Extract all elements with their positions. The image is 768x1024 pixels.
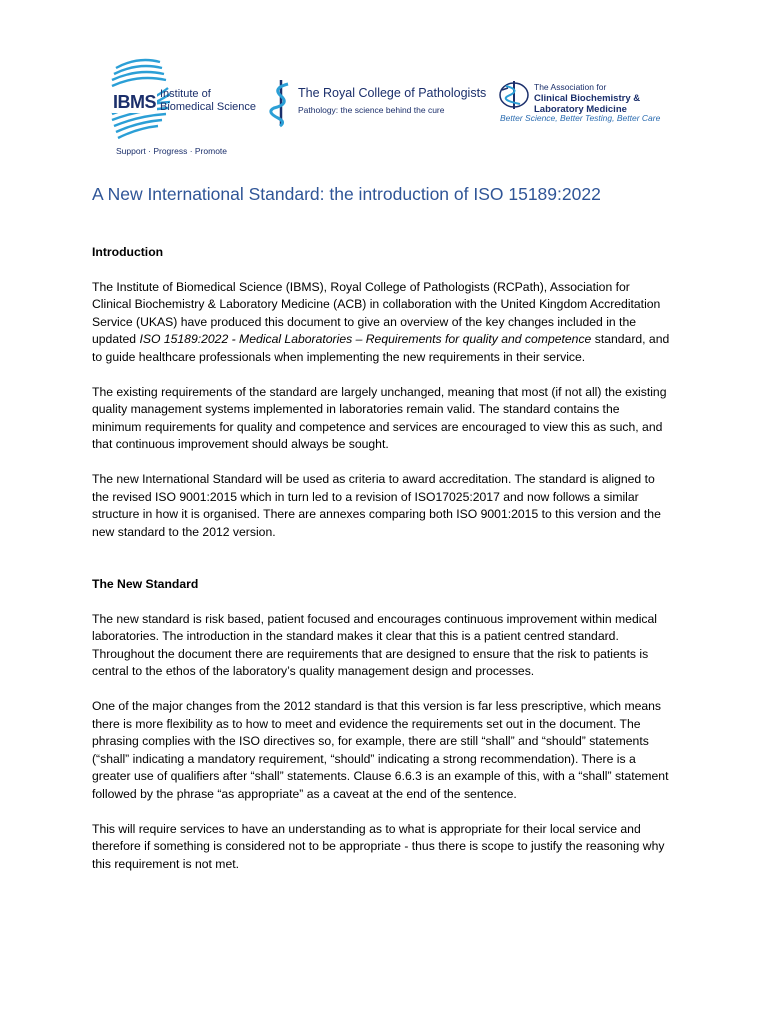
rcpath-serpent-icon <box>268 78 294 128</box>
rcpath-logo <box>268 78 508 128</box>
standard-title-italic: ISO 15189:2022 - Medical Laboratories – Requirements for quality and competence <box>139 332 592 346</box>
intro-p1-text-a: The Institute of Biomedical Science (IBMS), Royal College of Pathologists (RCPath), Association for Clinical Biochemistry & Laboratory Medicine (ACB) in collaboration with the United Kingdom Accreditation Service (UKAS) have produced this document to give an overview of the key changes included in the updated <box>92 279 661 346</box>
ibms-tagline: Support · Progress · Promote <box>116 146 228 156</box>
acb-name-line3: Laboratory Medicine <box>534 104 627 115</box>
acb-name <box>534 82 699 115</box>
intro-paragraph-2: The existing requirements of the standard are largely unchanged, meaning that most (if not all) the existing quality management systems implemented in laboratories remain valid. The standard contains the minimum requirements for quality and competence and services are encouraged to view this as such, and that continuous improvement should always be sought. <box>92 384 667 451</box>
acb-caduceus-icon <box>496 78 532 112</box>
ibms-name <box>160 88 260 114</box>
ibms-name-line1: Institute of <box>160 88 211 100</box>
ibms-mark: IBMS <box>113 92 156 112</box>
intro-paragraph-3: The new International Standard will be used as criteria to award accreditation. The standard is aligned to the revised ISO 9001:2015 which in turn led to a revision of ISO17025:2017 and now follows a similar structure in how it is organised. There are annexes comparing both ISO 9001:2015 to this version and the new standard to the 2012 version. <box>92 472 661 539</box>
acb-tagline: Better Science, Better Testing, Better Care <box>500 113 661 123</box>
intro-paragraph-1 <box>92 279 672 367</box>
new-standard-paragraph-2: One of the major changes from the 2012 standard is that this version is far less prescriptive, which means there is more flexibility as to how to meet and evidence the requirements set out in the document. The phrasing complies with the ISO directives so, for example, there are still “shall” and “should” statements (“shall” indicating a mandatory requirement, “should” indicating a strong recommendation). There is a greater use of qualifiers after “shall” statements. Clause 6.6.3 is an example of this, with a “shall” statement followed by the phrase “as appropriate” as a caveat at the end of the sentence. <box>92 699 669 801</box>
new-standard-paragraph-1: The new standard is risk based, patient focused and encourages continuous improvement within medical laboratories. The introduction in the standard makes it clear that this is a patient centred standard. Throughout the document there are requirements that are designed to ensure that the risk to patients is central to the ethos of the laboratory’s quality management design and processes. <box>92 611 658 678</box>
section-heading-new-standard: The New Standard <box>92 577 199 591</box>
ibms-logo <box>108 52 258 162</box>
document-body <box>92 244 672 891</box>
acb-logo <box>496 78 696 128</box>
acb-name-line2: Clinical Biochemistry & <box>534 93 641 104</box>
new-standard-paragraph-3: This will require services to have an understanding as to what is appropriate for their local service and therefore if something is considered not to be appropriate - thus there is scope to justify the reasoning why this requirement is not met. <box>92 821 665 871</box>
document-title: A New International Standard: the introduction of ISO 15189:2022 <box>92 184 601 204</box>
section-heading-introduction: Introduction <box>92 245 164 259</box>
spacer <box>92 559 672 577</box>
rcpath-name: The Royal College of Pathologists <box>298 86 487 100</box>
ibms-name-line2: Biomedical Science <box>160 101 256 113</box>
acb-name-line1: The Association for <box>534 82 607 92</box>
rcpath-tagline: Pathology: the science behind the cure <box>298 105 445 115</box>
logo-header <box>0 0 768 170</box>
intro-p1-text-b: standard, and to guide healthcare professionals when implementing the new requirements in their service. <box>92 332 670 364</box>
